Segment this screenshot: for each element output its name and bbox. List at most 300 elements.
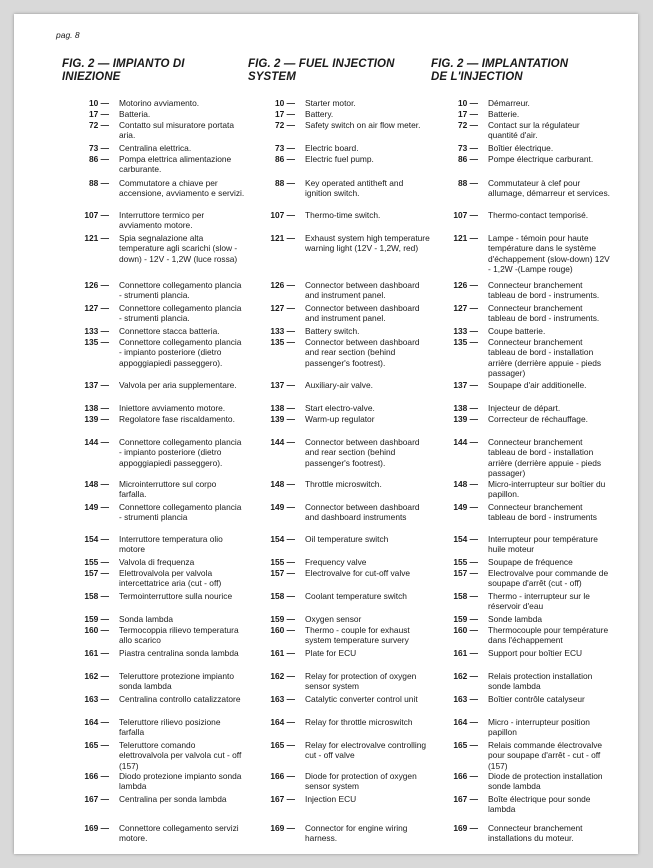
legend-item — [431, 591, 611, 612]
legend-item — [62, 625, 246, 646]
item-number: 169 — — [84, 823, 109, 833]
item-description: Connettore collegamento plancia - strumenti plancia — [119, 502, 242, 523]
legend-item — [248, 534, 430, 544]
item-description: Relay for throttle microswitch — [305, 717, 413, 727]
item-number: 127 — — [84, 303, 109, 313]
item-number: 166 — — [453, 771, 478, 781]
legend-item — [62, 380, 246, 390]
item-number: 133 — — [453, 326, 478, 336]
legend-item — [62, 794, 246, 804]
item-number: 17 — — [457, 109, 478, 119]
column-heading — [62, 58, 246, 98]
item-number: 163 — — [453, 694, 478, 704]
item-description: Connector between dashboard and instrument panel. — [305, 303, 420, 324]
item-number: 72 — — [274, 120, 295, 130]
item-description: Connecteur branchement tableau de bord - installation arrière (derrière appuie - pieds passager) — [488, 437, 602, 479]
item-description: Connector for engine wiring harness. — [305, 823, 408, 844]
legend-item — [62, 326, 246, 336]
legend-item — [431, 794, 611, 815]
item-number: 107 — — [84, 210, 109, 220]
legend-item — [248, 794, 430, 804]
item-description: Contact sur la régulateur quantité d'air. — [488, 120, 580, 141]
item-description: Diodo protezione impianto sonda lambda — [119, 771, 242, 792]
item-description: Connecteur branchement tableau de bord - instruments — [488, 502, 597, 523]
item-number: 127 — — [453, 303, 478, 313]
item-number: 157 — — [270, 568, 295, 578]
legend-item — [431, 502, 611, 523]
item-description: Piastra centralina sonda lambda — [119, 648, 239, 658]
item-description: Connector between dashboard and rear section (behind passenger's footrest). — [305, 437, 420, 468]
item-description: Commutateur à clef pour allumage, démarreur et services. — [488, 178, 610, 199]
item-description: Boîte électrique pour sonde lambda — [488, 794, 591, 815]
item-number: 157 — — [453, 568, 478, 578]
item-number: 73 — — [457, 143, 478, 153]
item-description: Coolant temperature switch — [305, 591, 407, 601]
legend-item — [248, 380, 430, 390]
item-number: 107 — — [270, 210, 295, 220]
item-number: 160 — — [84, 625, 109, 635]
legend-list — [431, 98, 611, 844]
item-number: 139 — — [453, 414, 478, 424]
legend-item — [431, 233, 611, 275]
item-number: 86 — — [457, 154, 478, 164]
item-number: 162 — — [270, 671, 295, 681]
item-description: Connector between dashboard and instrument panel. — [305, 280, 420, 301]
column-italian — [62, 58, 246, 844]
item-description: Connecteur branchement tableau de bord - instruments. — [488, 303, 600, 324]
item-number: 137 — — [84, 380, 109, 390]
legend-item — [62, 479, 246, 500]
item-number: 159 — — [270, 614, 295, 624]
item-description: Diode for protection of oxygen sensor system — [305, 771, 417, 792]
legend-item — [248, 303, 430, 324]
item-description: Safety switch on air flow meter. — [305, 120, 421, 130]
legend-item — [248, 771, 430, 792]
item-description: Connecteur branchement installations du moteur. — [488, 823, 583, 844]
legend-item — [248, 98, 430, 108]
item-description: Micro-interrupteur sur boîtier du papillon. — [488, 479, 606, 500]
legend-item — [248, 414, 430, 424]
item-description: Thermo-contact temporisé. — [488, 210, 589, 220]
item-number: 160 — — [270, 625, 295, 635]
item-number: 165 — — [270, 740, 295, 750]
item-number: 161 — — [270, 648, 295, 658]
legend-item — [248, 337, 430, 368]
item-description: Electrovalve for cut-off valve — [305, 568, 411, 578]
legend-item — [62, 502, 246, 523]
legend-item — [248, 648, 430, 658]
item-description: Centralina controllo catalizzatore — [119, 694, 241, 704]
item-number: 139 — — [270, 414, 295, 424]
item-number: 161 — — [84, 648, 109, 658]
item-description: Relais commande électrovalve pour soupape d'arrêt - cut - off (157) — [488, 740, 603, 771]
legend-item — [62, 671, 246, 692]
item-number: 135 — — [453, 337, 478, 347]
legend-item — [431, 479, 611, 500]
legend-item — [62, 280, 246, 301]
item-description: Connettore stacca batteria. — [119, 326, 220, 336]
item-description: Connecteur branchement tableau de bord - installation arrière (derrière appuie - pieds passager) — [488, 337, 602, 379]
item-description: Micro - interrupteur position papillon — [488, 717, 590, 738]
heading-line-2: SYSTEM — [248, 71, 296, 83]
heading-line-2: DE L'INJECTION — [431, 71, 523, 83]
legend-item — [248, 326, 430, 336]
legend-item — [248, 568, 430, 578]
heading-line-1: FIG. 2 — FUEL INJECTION — [248, 58, 395, 70]
item-number: 133 — — [84, 326, 109, 336]
item-number: 88 — — [88, 178, 109, 188]
item-description: Interruttore termico per avviamento motore. — [119, 210, 205, 231]
legend-item — [431, 143, 611, 153]
item-description: Démarreur. — [488, 98, 530, 108]
item-number: 139 — — [84, 414, 109, 424]
legend-item — [62, 557, 246, 567]
item-number: 144 — — [453, 437, 478, 447]
item-number: 10 — — [88, 98, 109, 108]
item-description: Battery switch. — [305, 326, 360, 336]
heading-line-1: FIG. 2 — IMPLANTATION — [431, 58, 569, 70]
item-number: 121 — — [453, 233, 478, 243]
item-description: Teleruttore comando elettrovalvola per valvola cut - off (157) — [119, 740, 242, 771]
legend-item — [431, 326, 611, 336]
item-number: 138 — — [270, 403, 295, 413]
heading-line-2: INIEZIONE — [62, 71, 121, 83]
item-number: 121 — — [84, 233, 109, 243]
legend-item — [62, 178, 246, 199]
item-description: Connettore collegamento plancia - impianto posteriore (dietro appoggiapiedi passeggero). — [119, 437, 242, 468]
column-heading — [431, 58, 611, 98]
item-number: 154 — — [84, 534, 109, 544]
legend-item — [62, 143, 246, 153]
legend-item — [62, 740, 246, 771]
item-description: Throttle microswitch. — [305, 479, 382, 489]
legend-item — [431, 625, 611, 646]
legend-item — [62, 591, 246, 601]
legend-item — [62, 337, 246, 368]
item-number: 155 — — [84, 557, 109, 567]
legend-item — [62, 648, 246, 658]
item-description: Iniettore avviamento motore. — [119, 403, 226, 413]
item-number: 138 — — [84, 403, 109, 413]
legend-item — [248, 403, 430, 413]
legend-item — [248, 479, 430, 489]
legend-item — [62, 109, 246, 119]
item-description: Regolatore fase riscaldamento. — [119, 414, 235, 424]
legend-item — [248, 557, 430, 567]
item-number: 17 — — [274, 109, 295, 119]
item-number: 135 — — [84, 337, 109, 347]
item-description: Frequency valve — [305, 557, 367, 567]
item-number: 72 — — [457, 120, 478, 130]
item-number: 167 — — [453, 794, 478, 804]
item-number: 163 — — [270, 694, 295, 704]
item-description: Relay for protection of oxygen sensor system — [305, 671, 417, 692]
item-number: 160 — — [453, 625, 478, 635]
item-description: Boîtier contrôle catalyseur — [488, 694, 585, 704]
item-description: Start electro-valve. — [305, 403, 375, 413]
legend-item — [248, 671, 430, 692]
item-description: Support pour boîtier ECU — [488, 648, 583, 658]
item-number: 158 — — [270, 591, 295, 601]
legend-item — [248, 717, 430, 727]
legend-item — [62, 98, 246, 108]
legend-item — [431, 210, 611, 220]
legend-item — [431, 178, 611, 199]
legend-item — [431, 740, 611, 771]
item-description: Teleruttore rilievo posizione farfalla — [119, 717, 221, 738]
item-description: Sonde lambda — [488, 614, 543, 624]
item-number: 169 — — [453, 823, 478, 833]
item-description: Pompe électrique carburant. — [488, 154, 594, 164]
legend-item — [62, 303, 246, 324]
item-number: 126 — — [453, 280, 478, 290]
legend-item — [62, 534, 246, 555]
item-description: Thermo - interrupteur sur le réservoir d'eau — [488, 591, 590, 612]
item-description: Centralina per sonda lambda — [119, 794, 227, 804]
legend-item — [62, 437, 246, 468]
item-description: Electric board. — [305, 143, 359, 153]
legend-item — [248, 154, 430, 164]
legend-item — [248, 694, 430, 704]
legend-item — [248, 823, 430, 844]
legend-item — [248, 178, 430, 199]
item-description: Connettore collegamento servizi motore. — [119, 823, 239, 844]
legend-item — [62, 717, 246, 738]
legend-item — [431, 280, 611, 301]
item-number: 158 — — [84, 591, 109, 601]
item-description: Contatto sul misuratore portata aria. — [119, 120, 234, 141]
item-number: 159 — — [453, 614, 478, 624]
legend-item — [248, 280, 430, 301]
item-description: Connettore collegamento plancia - strumenti plancia. — [119, 280, 242, 301]
legend-item — [62, 403, 246, 413]
item-description: Termocoppia rilievo temperatura allo scarico — [119, 625, 239, 646]
legend-item — [431, 648, 611, 658]
item-description: Interrupteur pour température huile moteur — [488, 534, 598, 555]
item-number: 158 — — [453, 591, 478, 601]
legend-list — [248, 98, 430, 844]
legend-item — [62, 614, 246, 624]
item-description: Plate for ECU — [305, 648, 357, 658]
item-description: Coupe batterie. — [488, 326, 546, 336]
item-number: 121 — — [270, 233, 295, 243]
legend-item — [248, 109, 430, 119]
item-description: Thermo - couple for exhaust system temperature survery — [305, 625, 410, 646]
item-number: 149 — — [270, 502, 295, 512]
item-number: 165 — — [453, 740, 478, 750]
legend-item — [431, 671, 611, 692]
item-description: Oil temperature switch — [305, 534, 389, 544]
item-description: Warm-up regulator — [305, 414, 375, 424]
item-description: Connecteur branchement tableau de bord - instruments. — [488, 280, 600, 301]
item-description: Connettore collegamento plancia - strumenti plancia. — [119, 303, 242, 324]
item-number: 135 — — [270, 337, 295, 347]
item-description: Thermo-time switch. — [305, 210, 381, 220]
item-number: 167 — — [270, 794, 295, 804]
legend-item — [431, 568, 611, 589]
item-number: 73 — — [274, 143, 295, 153]
column-english — [248, 58, 430, 844]
item-number: 144 — — [84, 437, 109, 447]
legend-item — [431, 557, 611, 567]
item-description: Electrovalve pour commande de soupape d'arrêt (cut - off) — [488, 568, 609, 589]
legend-item — [248, 210, 430, 220]
item-description: Lampe - témoin pour haute température dans le système d'échappement (slow-down) 12V - 1,2W -(Lampe rouge) — [488, 233, 610, 275]
item-description: Injecteur de départ. — [488, 403, 561, 413]
item-description: Centralina elettrica. — [119, 143, 192, 153]
item-number: 155 — — [453, 557, 478, 567]
legend-item — [248, 233, 430, 254]
legend-item — [248, 614, 430, 624]
item-description: Injection ECU — [305, 794, 357, 804]
item-description: Connettore collegamento plancia - impianto posteriore (dietro appoggiapiedi passeggero). — [119, 337, 242, 368]
item-description: Batteria. — [119, 109, 151, 119]
legend-item — [62, 568, 246, 589]
legend-item — [431, 337, 611, 379]
legend-item — [62, 414, 246, 424]
item-number: 149 — — [84, 502, 109, 512]
legend-item — [431, 534, 611, 555]
item-number: 10 — — [457, 98, 478, 108]
item-number: 162 — — [453, 671, 478, 681]
item-description: Relay for electrovalve controlling cut - off valve — [305, 740, 427, 761]
item-description: Diode de protection installation sonde lambda — [488, 771, 603, 792]
item-description: Sonda lambda — [119, 614, 174, 624]
legend-item — [62, 154, 246, 175]
item-description: Relais protection installation sonde lambda — [488, 671, 593, 692]
item-description: Battery. — [305, 109, 334, 119]
legend-item — [62, 120, 246, 141]
item-description: Batterie. — [488, 109, 520, 119]
item-number: 167 — — [84, 794, 109, 804]
manual-page — [14, 14, 638, 854]
item-number: 154 — — [453, 534, 478, 544]
item-number: 164 — — [84, 717, 109, 727]
legend-list — [62, 98, 246, 844]
item-description: Thermocouple pour température dans l'échappement — [488, 625, 609, 646]
item-number: 133 — — [270, 326, 295, 336]
legend-item — [431, 109, 611, 119]
item-description: Teleruttore protezione impianto sonda lambda — [119, 671, 234, 692]
item-description: Interruttore temperatura olio motore — [119, 534, 223, 555]
item-description: Soupape de fréquence — [488, 557, 573, 567]
heading-line-1: FIG. 2 — IMPIANTO DI — [62, 58, 185, 70]
item-number: 86 — — [274, 154, 295, 164]
legend-item — [62, 210, 246, 231]
item-description: Motorino avviamento. — [119, 98, 200, 108]
legend-item — [248, 625, 430, 646]
item-number: 88 — — [457, 178, 478, 188]
legend-item — [431, 120, 611, 141]
item-description: Connector between dashboard and rear section (behind passenger's footrest). — [305, 337, 420, 368]
item-description: Exhaust system high temperature warning light (12V - 1,2W, red) — [305, 233, 430, 254]
legend-item — [248, 120, 430, 130]
item-number: 148 — — [270, 479, 295, 489]
item-number: 164 — — [453, 717, 478, 727]
item-number: 166 — — [84, 771, 109, 781]
item-number: 155 — — [270, 557, 295, 567]
item-number: 165 — — [84, 740, 109, 750]
item-number: 144 — — [270, 437, 295, 447]
legend-item — [431, 771, 611, 792]
item-number: 88 — — [274, 178, 295, 188]
item-number: 161 — — [453, 648, 478, 658]
item-number: 149 — — [453, 502, 478, 512]
item-number: 162 — — [84, 671, 109, 681]
item-description: Electric fuel pump. — [305, 154, 374, 164]
item-number: 169 — — [270, 823, 295, 833]
item-description: Connector between dashboard and dashboard instruments — [305, 502, 420, 523]
legend-item — [431, 823, 611, 844]
legend-item — [248, 591, 430, 601]
item-number: 163 — — [84, 694, 109, 704]
legend-item — [248, 437, 430, 468]
item-description: Elettrovalvola per valvola intercettatrice aria (cut - off) — [119, 568, 222, 589]
legend-item — [431, 98, 611, 108]
item-description: Auxiliary-air valve. — [305, 380, 373, 390]
legend-item — [62, 771, 246, 792]
item-description: Starter motor. — [305, 98, 356, 108]
item-number: 73 — — [88, 143, 109, 153]
legend-item — [431, 717, 611, 738]
legend-item — [248, 502, 430, 523]
item-number: 138 — — [453, 403, 478, 413]
item-number: 72 — — [88, 120, 109, 130]
item-description: Catalytic converter control unit — [305, 694, 418, 704]
item-number: 164 — — [270, 717, 295, 727]
legend-item — [431, 154, 611, 164]
legend-item — [431, 303, 611, 324]
item-description: Spia segnalazione alta temperature agli scarichi (slow - down) - 12V - 1,2W (luce rossa) — [119, 233, 238, 264]
page-number: pag. 8 — [56, 30, 80, 40]
item-description: Valvola di frequenza — [119, 557, 195, 567]
item-number: 157 — — [84, 568, 109, 578]
item-number: 127 — — [270, 303, 295, 313]
item-number: 10 — — [274, 98, 295, 108]
legend-item — [431, 437, 611, 479]
legend-item — [431, 403, 611, 413]
item-number: 17 — — [88, 109, 109, 119]
legend-item — [248, 740, 430, 761]
item-number: 126 — — [84, 280, 109, 290]
item-number: 166 — — [270, 771, 295, 781]
item-description: Commutatore a chiave per accensione, avviamento e servizi. — [119, 178, 245, 199]
item-number: 148 — — [84, 479, 109, 489]
legend-item — [62, 823, 246, 844]
item-number: 126 — — [270, 280, 295, 290]
legend-item — [431, 614, 611, 624]
legend-item — [62, 233, 246, 264]
item-number: 86 — — [88, 154, 109, 164]
item-number: 154 — — [270, 534, 295, 544]
item-description: Soupape d'air additionelle. — [488, 380, 587, 390]
legend-item — [431, 414, 611, 424]
item-description: Oxygen sensor — [305, 614, 362, 624]
column-heading — [248, 58, 430, 98]
item-number: 107 — — [453, 210, 478, 220]
legend-item — [431, 380, 611, 390]
item-number: 137 — — [270, 380, 295, 390]
legend-item — [62, 694, 246, 704]
item-description: Correcteur de réchauffage. — [488, 414, 588, 424]
item-number: 137 — — [453, 380, 478, 390]
item-number: 148 — — [453, 479, 478, 489]
column-french — [431, 58, 611, 844]
item-description: Boîtier électrique. — [488, 143, 554, 153]
item-description: Microinterruttore sul corpo farfalla. — [119, 479, 217, 500]
item-number: 159 — — [84, 614, 109, 624]
legend-item — [431, 694, 611, 704]
